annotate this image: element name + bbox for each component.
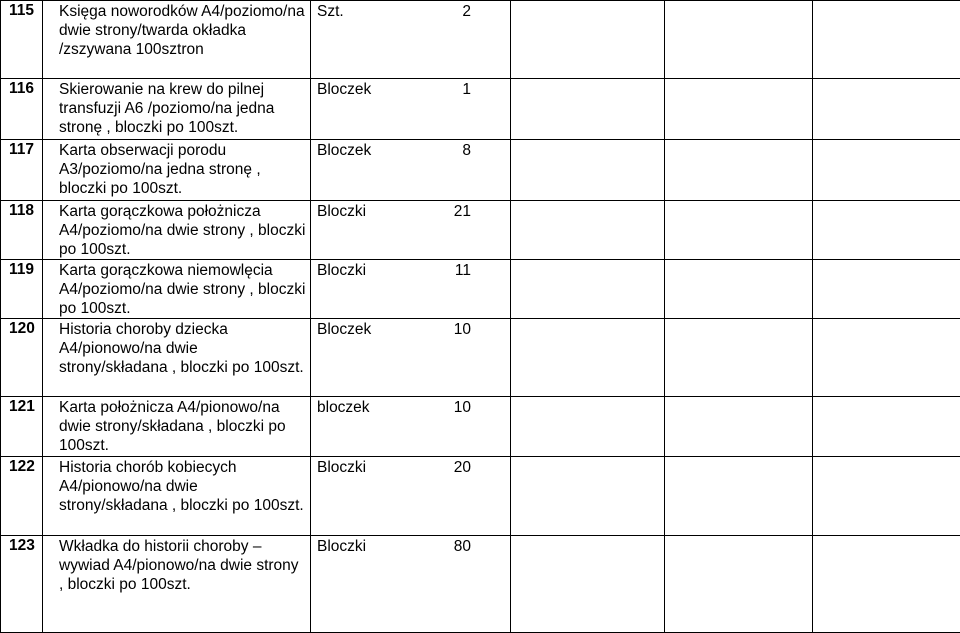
unit-quantity-cell — [311, 457, 511, 536]
empty-cell — [665, 319, 813, 397]
empty-cell — [511, 397, 665, 457]
unit-quantity-cell — [311, 1, 511, 79]
empty-cell — [511, 457, 665, 536]
table-row — [1, 457, 960, 536]
empty-cell — [511, 79, 665, 140]
item-description: Karta obserwacji porodu A3/poziomo/na jedna stronę , bloczki po 100szt. — [43, 140, 311, 201]
unit-label: Bloczki — [317, 458, 366, 477]
unit-quantity-cell — [311, 201, 511, 260]
item-number: 116 — [1, 79, 43, 140]
unit-label: Szt. — [317, 2, 344, 21]
empty-cell — [511, 140, 665, 201]
table-row — [1, 1, 960, 79]
unit-label: Bloczek — [317, 320, 371, 339]
item-description: Skierowanie na krew do pilnej transfuzji A6 /poziomo/na jedna stronę , bloczki po 100szt. — [43, 79, 311, 140]
quantity-value: 8 — [431, 141, 471, 160]
quantity-value: 2 — [431, 2, 471, 21]
empty-cell — [665, 457, 813, 536]
empty-cell — [813, 1, 960, 79]
empty-cell — [665, 397, 813, 457]
empty-cell — [813, 397, 960, 457]
item-description: Karta gorączkowa położnicza A4/poziomo/na dwie strony , bloczki po 100szt. — [43, 201, 311, 260]
unit-quantity-cell — [311, 140, 511, 201]
empty-cell — [813, 201, 960, 260]
table-row — [1, 260, 960, 319]
empty-cell — [665, 79, 813, 140]
empty-cell — [813, 457, 960, 536]
empty-cell — [665, 260, 813, 319]
unit-label: Bloczki — [317, 202, 366, 221]
item-number: 120 — [1, 319, 43, 397]
unit-quantity-cell — [311, 79, 511, 140]
table-row — [1, 201, 960, 260]
unit-label: Bloczek — [317, 141, 371, 160]
quantity-value: 11 — [431, 261, 471, 280]
empty-cell — [665, 140, 813, 201]
item-number: 123 — [1, 536, 43, 633]
table-row — [1, 79, 960, 140]
item-description: Historia choroby dziecka A4/pionowo/na dwie strony/składana , bloczki po 100szt. — [43, 319, 311, 397]
unit-label: Bloczki — [317, 261, 366, 280]
quantity-value: 21 — [431, 202, 471, 221]
unit-quantity-cell — [311, 397, 511, 457]
item-number: 118 — [1, 201, 43, 260]
item-number: 119 — [1, 260, 43, 319]
item-number: 121 — [1, 397, 43, 457]
table-row — [1, 397, 960, 457]
table-row — [1, 536, 960, 633]
empty-cell — [813, 140, 960, 201]
item-description: Historia chorób kobiecych A4/pionowo/na dwie strony/składana , bloczki po 100szt. — [43, 457, 311, 536]
empty-cell — [511, 201, 665, 260]
item-description: Wkładka do historii choroby – wywiad A4/pionowo/na dwie strony , bloczki po 100szt. — [43, 536, 311, 633]
quantity-value: 80 — [431, 537, 471, 556]
item-number: 115 — [1, 1, 43, 79]
empty-cell — [813, 319, 960, 397]
table-row — [1, 319, 960, 397]
empty-cell — [813, 79, 960, 140]
empty-cell — [813, 260, 960, 319]
empty-cell — [511, 319, 665, 397]
item-description: Karta gorączkowa niemowlęcia A4/poziomo/na dwie strony , bloczki po 100szt. — [43, 260, 311, 319]
empty-cell — [665, 536, 813, 633]
unit-label: Bloczek — [317, 80, 371, 99]
unit-quantity-cell — [311, 536, 511, 633]
empty-cell — [665, 201, 813, 260]
unit-label: bloczek — [317, 398, 370, 417]
quantity-value: 10 — [431, 320, 471, 339]
empty-cell — [511, 1, 665, 79]
unit-quantity-cell — [311, 260, 511, 319]
unit-quantity-cell — [311, 319, 511, 397]
quantity-value: 10 — [431, 398, 471, 417]
table-row — [1, 140, 960, 201]
quantity-value: 20 — [431, 458, 471, 477]
empty-cell — [511, 536, 665, 633]
empty-cell — [665, 1, 813, 79]
item-number: 117 — [1, 140, 43, 201]
empty-cell — [813, 536, 960, 633]
item-description: Karta położnicza A4/pionowo/na dwie strony/składana , bloczki po 100szt. — [43, 397, 311, 457]
unit-label: Bloczki — [317, 537, 366, 556]
item-number: 122 — [1, 457, 43, 536]
empty-cell — [511, 260, 665, 319]
quantity-value: 1 — [431, 80, 471, 99]
item-description: Księga noworodków A4/poziomo/na dwie strony/twarda okładka /zszywana 100sztron — [43, 1, 311, 79]
